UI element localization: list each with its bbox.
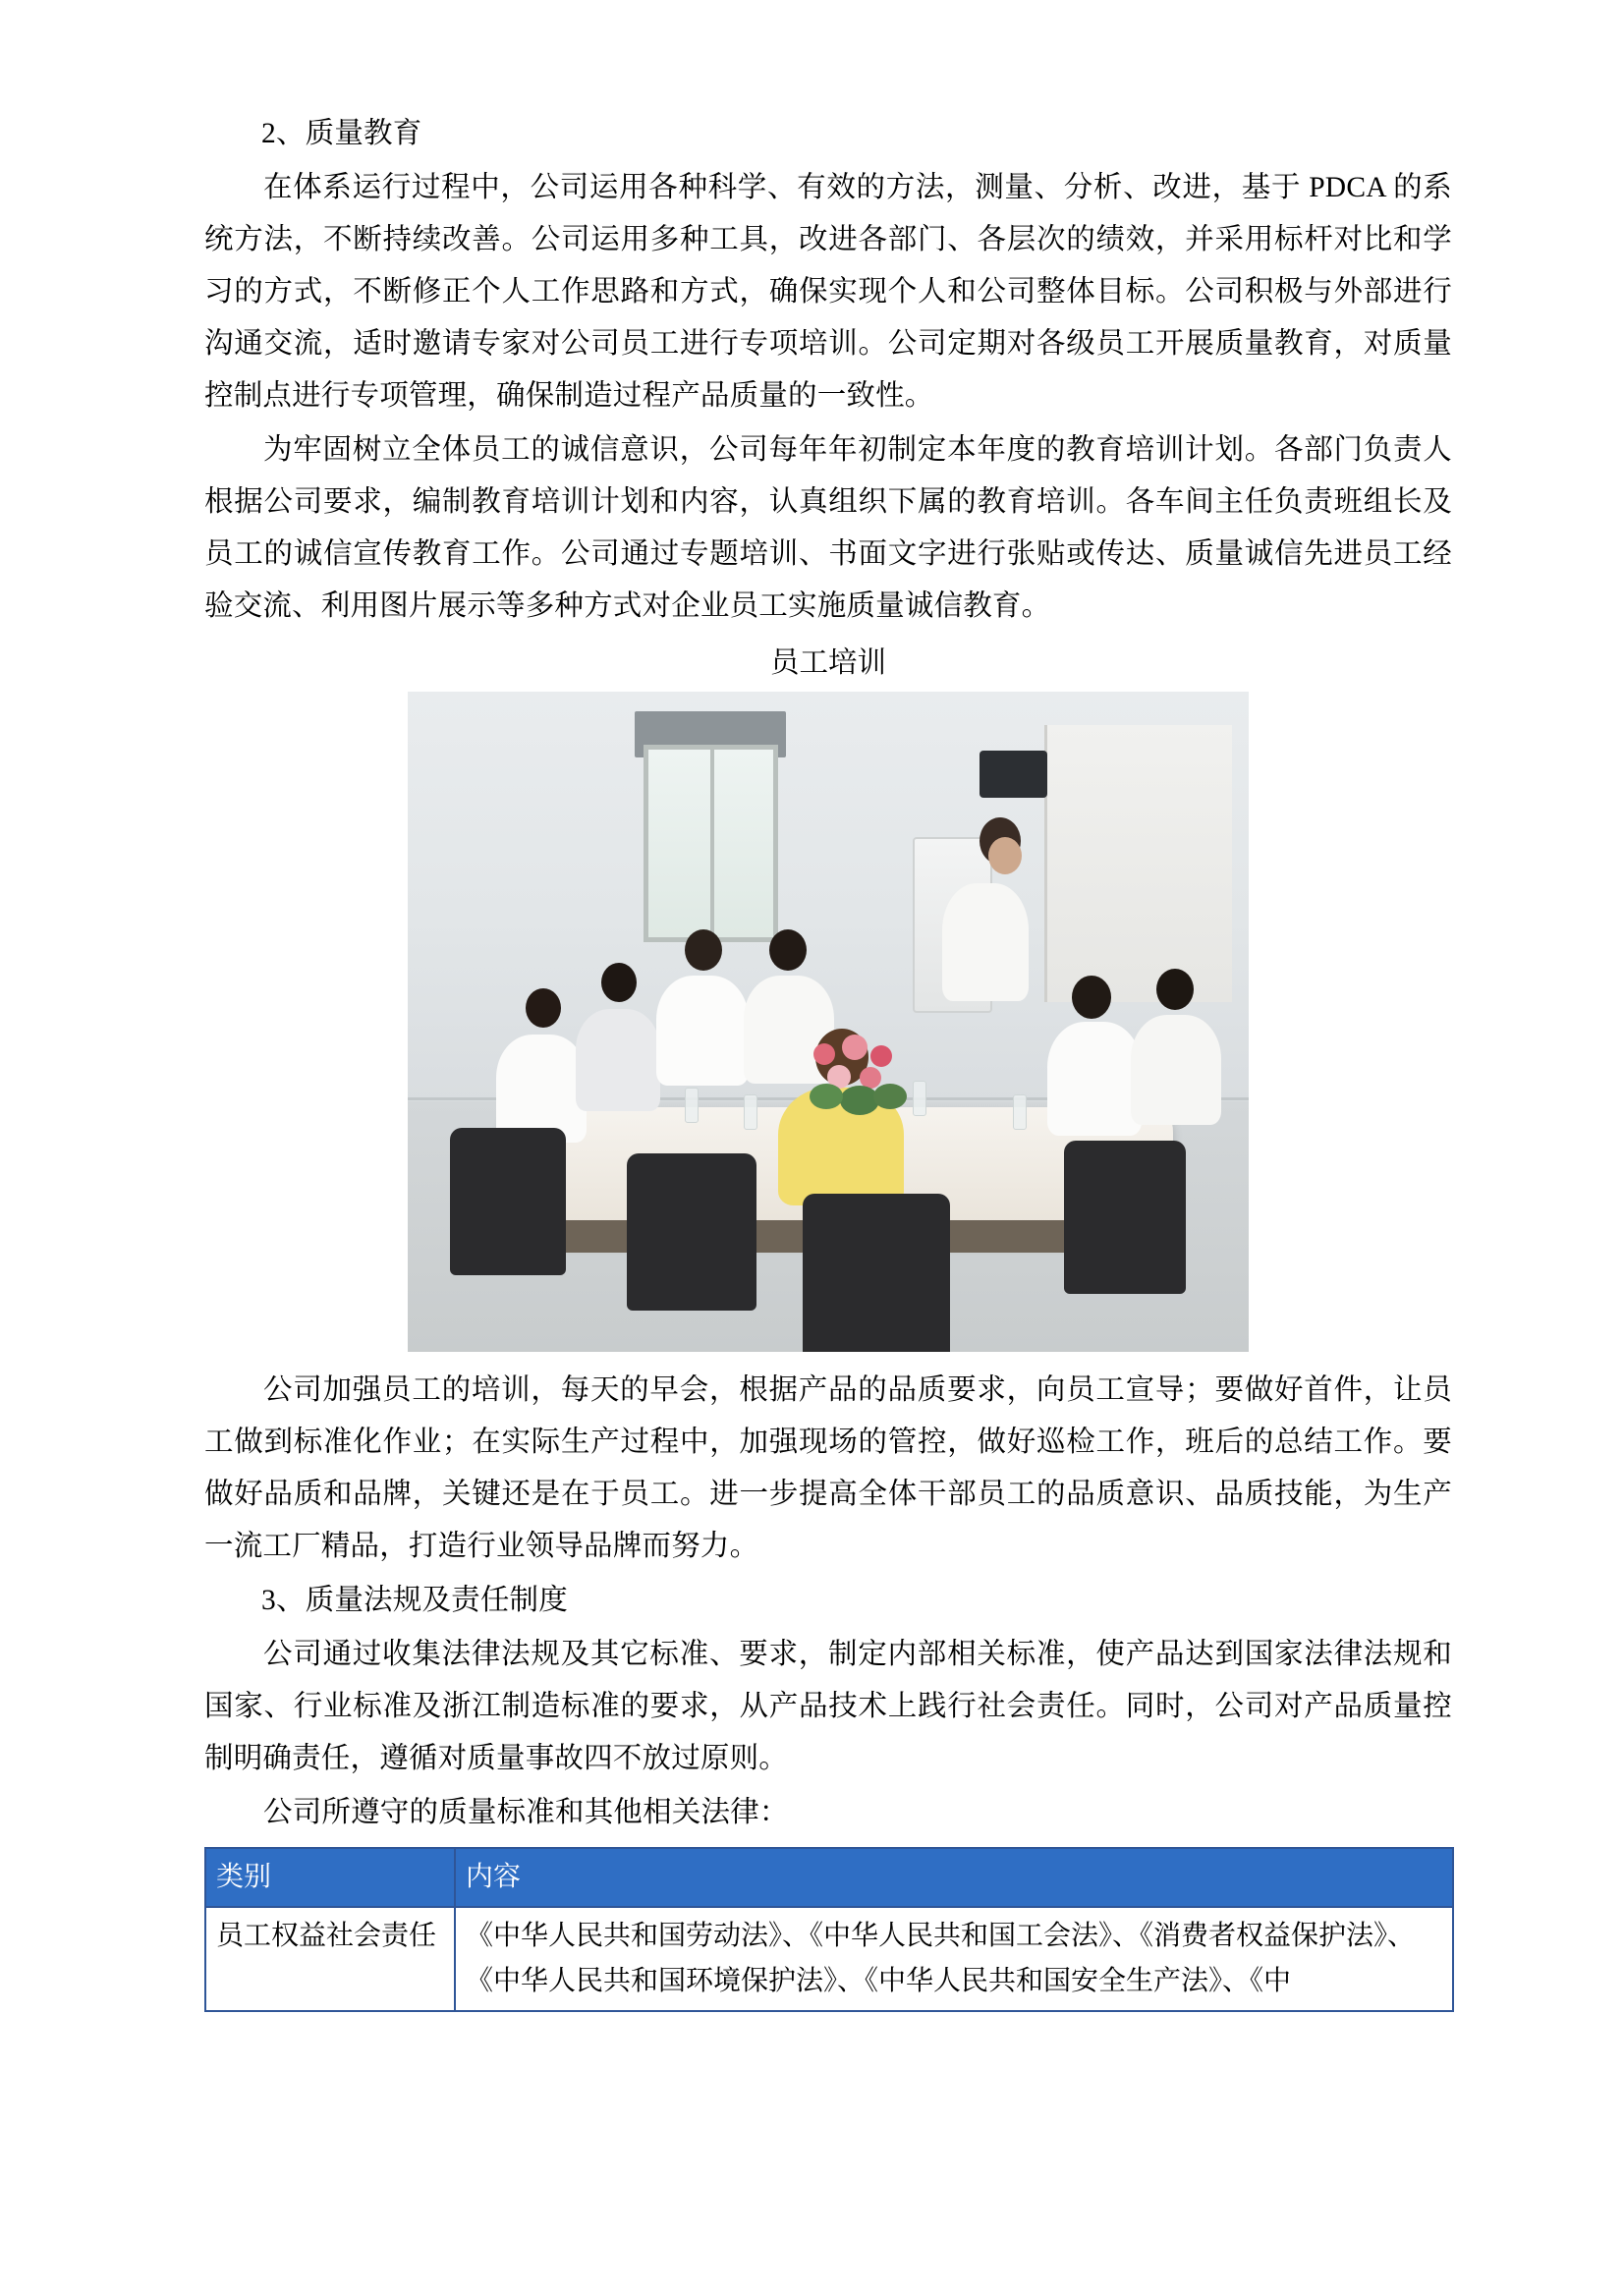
photo-person-head (769, 929, 807, 971)
photo-person-head (1072, 976, 1111, 1019)
table-header-row (205, 1848, 1453, 1907)
page-content (204, 108, 1452, 2012)
photo-flower-arrangement (803, 1035, 912, 1141)
photo-person-body (1131, 1015, 1221, 1125)
photo-projection-screen (1044, 725, 1232, 1002)
heading-quality-education: 2、质量教育 (261, 118, 422, 149)
photo-water-bottle (685, 1088, 699, 1123)
photo-person-head (601, 963, 637, 1002)
photo-water-bottle (744, 1094, 757, 1130)
figure-caption: 员工培训 (769, 647, 886, 679)
photo-person-body (942, 883, 1029, 1001)
table-header-category: 类别 (205, 1848, 455, 1907)
photo-person-body (496, 1035, 587, 1143)
photo-person-body (1047, 1022, 1142, 1136)
table-row (205, 1907, 1453, 2011)
photo-person-face (988, 837, 1022, 874)
photo-person-head (526, 988, 561, 1028)
photo-window (644, 745, 778, 943)
table-cell-category: 员工权益社会责任 (205, 1907, 455, 2011)
photo-person-body (576, 1009, 660, 1111)
photo-chair (450, 1128, 566, 1275)
photo-person-body (656, 976, 749, 1086)
training-meeting-photo (408, 692, 1249, 1352)
table-header-content: 内容 (455, 1848, 1453, 1907)
paragraph-2: 为牢固树立全体员工的诚信意识，公司每年年初制定本年度的教育培训计划。各部门负责人根据公司要求，编制教育培训计划和内容，认真组织下属的教育培训。各车间主任负责班组长及员工的诚信宣传教育工作。公司通过专题培训、书面文字进行张贴或传达、质量诚信先进员工经验交流、利用图片展示等多种方式对企业员工实施质量诚信教育。 (204, 434, 1452, 622)
photo-chair (627, 1153, 756, 1311)
heading-quality-regulations: 3、质量法规及责任制度 (261, 1585, 568, 1616)
paragraph-5: 公司所遵守的质量标准和其他相关法律： (263, 1797, 789, 1828)
photo-water-bottle (913, 1081, 926, 1116)
figure-wrapper (204, 692, 1452, 1357)
photo-projector (980, 751, 1046, 797)
photo-person-head (1156, 969, 1194, 1010)
table-cell-content: 《中华人民共和国劳动法》、《中华人民共和国工会法》、《消费者权益保护法》、《中华人民共和国环境保护法》、《中华人民共和国安全生产法》、《中 (455, 1907, 1453, 2011)
photo-chair (1064, 1141, 1186, 1294)
photo-water-bottle (1013, 1094, 1027, 1130)
paragraph-4: 公司通过收集法律法规及其它标准、要求，制定内部相关标准，使产品达到国家法律法规和国家、行业标准及浙江制造标准的要求，从产品技术上践行社会责任。同时，公司对产品质量控制明确责任，遵循对质量事故四不放过原则。 (204, 1639, 1452, 1774)
paragraph-1: 在体系运行过程中，公司运用各种科学、有效的方法，测量、分析、改进，基于 PDCA 的系统方法，不断持续改善。公司运用多种工具，改进各部门、各层次的绩效，并采用标杆对比和学习的方式，不断修正个人工作思路和方式，确保实现个人和公司整体目标。公司积极与外部进行沟通交流，适时邀请专家对公司员工进行专项培训。公司定期对各级员工开展质量教育，对质量控制点进行专项管理，确保制造过程产品质量的一致性。 (204, 172, 1452, 412)
paragraph-3: 公司加强员工的培训，每天的早会，根据产品的品质要求，向员工宣导；要做好首件，让员工做到标准化作业；在实际生产过程中，加强现场的管控，做好巡检工作，班后的总结工作。要做好品质和品牌，关键还是在于员工。进一步提高全体干部员工的品质意识、品质技能，为生产一流工厂精品，打造行业领导品牌而努力。 (204, 1374, 1452, 1562)
legal-standards-table (204, 1847, 1454, 2012)
photo-chair (803, 1194, 950, 1352)
